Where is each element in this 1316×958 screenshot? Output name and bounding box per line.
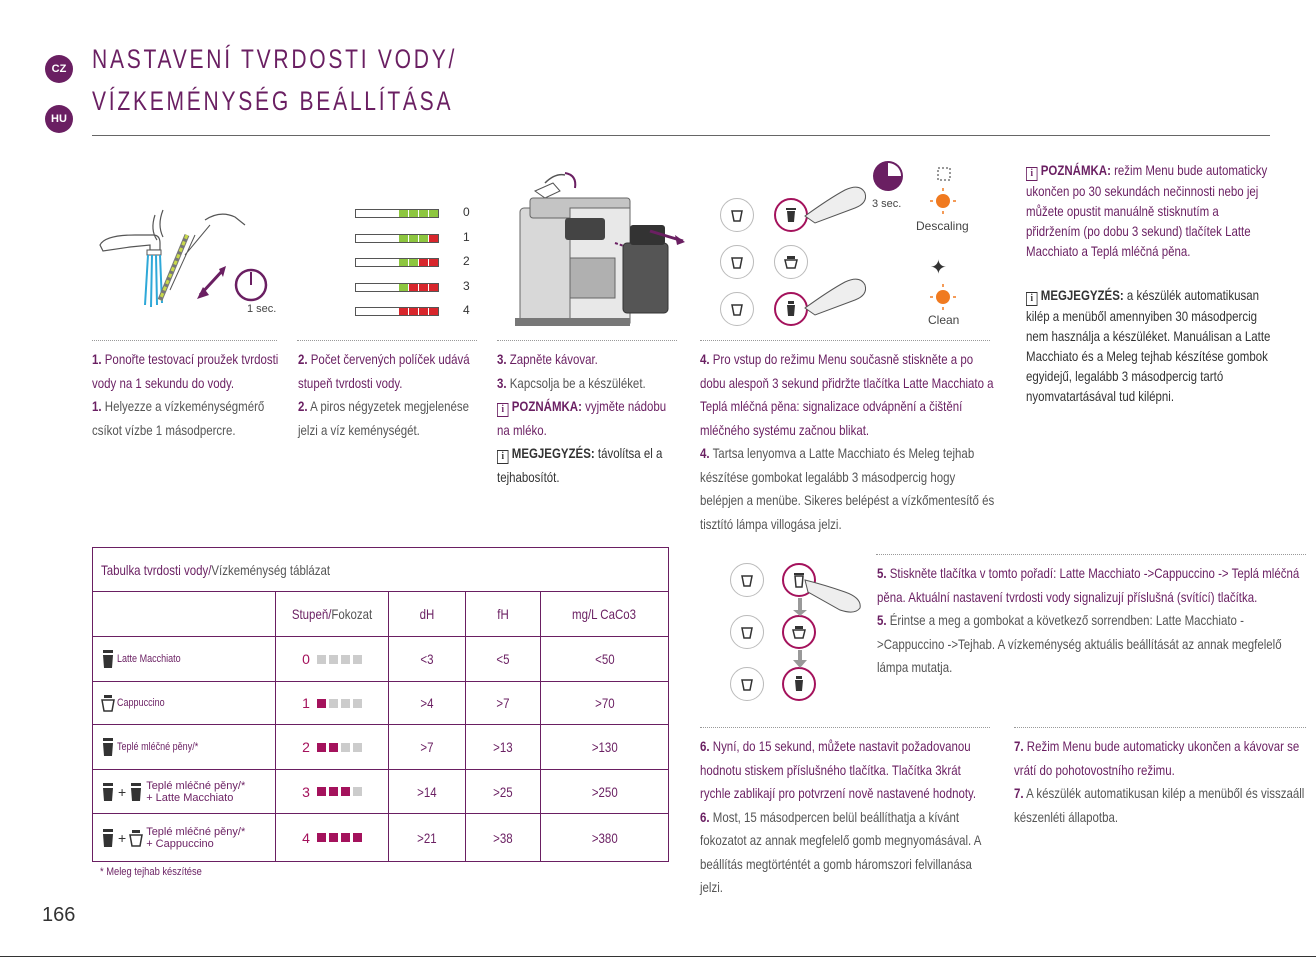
level-square <box>341 699 350 708</box>
dh-cell: >21 <box>389 814 466 861</box>
mgl-cell: >380 <box>591 829 618 846</box>
red-square <box>419 308 428 315</box>
step-3-text: 3. Zapněte kávovar. 3. Kapcsolja be a készüléket. i POZNÁMKA: vyjměte nádobu na mléko. i MEGJEGYZÉS: távolítsa el a tejhabosítót. <box>497 351 667 485</box>
level-square <box>329 833 338 842</box>
row-label-cell <box>93 770 276 813</box>
cup-icon <box>101 782 115 802</box>
dh-cell: >4 <box>389 682 466 724</box>
green-square <box>409 210 418 217</box>
scale-level-label: 1 <box>463 229 470 244</box>
separator <box>1014 727 1306 728</box>
green-square <box>399 259 408 266</box>
fh-cell: >7 <box>466 682 541 724</box>
strip-bar <box>355 307 439 316</box>
level-cell: 0 <box>276 637 389 681</box>
level-square <box>353 833 362 842</box>
scale-level-label: 2 <box>463 254 470 268</box>
level-square <box>353 655 362 664</box>
step-7-text: 7. Režim Menu bude automaticky ukončen a kávovar se vrátí do pohotovostního režimu. 7. A készülék automatikusan kilép a menüből és visszaáll készenléti állapotba. <box>1014 738 1305 825</box>
red-square <box>419 284 428 291</box>
cup-icon <box>129 828 143 848</box>
step-4-text: 4. Pro vstup do režimu Menu současně stiskněte a po dobu alespoň 3 sekund přidržte tlačítka Latte Macchiato a Teplá mléčná pěna: signalizace odvápnění a čištění mléčného systému začnou blikat. 4. Tartsa lenyomva a Latte Macchiato és Meleg tejhab készítése gombokat legalább 3 másodpercig hogy belépjen a menübe. Sikeres belépést a vízkőmentesítő és tisztító lámpa villogása jelzi. <box>700 351 995 532</box>
separator <box>297 340 477 341</box>
clean-lamp-icon <box>928 282 958 312</box>
row-label: Cappuccino <box>117 697 165 709</box>
pressing-hand-icon-2 <box>800 270 870 320</box>
level-cell: 3 <box>276 770 389 813</box>
level-square <box>341 655 350 664</box>
latte-macchiato-button[interactable] <box>720 198 754 232</box>
table-header-dh: dH <box>389 592 466 636</box>
cup-icon <box>129 782 143 802</box>
green-square <box>409 235 418 242</box>
table-row <box>93 814 668 861</box>
fh-cell: >38 <box>466 814 541 861</box>
scale-level-label: 3 <box>463 278 470 293</box>
green-square <box>399 235 408 242</box>
bottom-rule <box>0 956 1316 957</box>
mgl-cell: >70 <box>594 695 615 711</box>
pressing-hand-icon-3 <box>800 570 870 615</box>
descaling-symbol-icon <box>933 162 957 186</box>
scale-row <box>355 205 475 230</box>
level-square <box>317 833 326 842</box>
green-square <box>419 235 428 242</box>
plus-sign: + <box>118 829 127 846</box>
table-header-empty <box>93 592 276 636</box>
scale-level-label: 0 <box>463 205 470 219</box>
red-square <box>429 284 438 291</box>
level-square <box>317 655 326 664</box>
red-square <box>429 308 438 315</box>
strip-bar <box>355 283 439 292</box>
level-square <box>317 743 326 752</box>
latte-macchiato-button-3[interactable] <box>720 292 754 326</box>
level-square <box>341 787 350 796</box>
descaling-label: Descaling <box>916 219 969 233</box>
row-label: Teplé mléčné pěny/* <box>117 741 199 753</box>
header-rule <box>92 135 1270 136</box>
level-square <box>353 743 362 752</box>
separator <box>92 340 277 341</box>
step-5-text: 5. Stiskněte tlačítka v tomto pořadí: Latte Macchiato ->Cappuccino -> Teplá mléčná pěna. Aktuální nastavení tvrdosti vody signalizují příslušná (svítící) tlačítka. 5. Érintse a meg a gombokat a következő sorrendben: Latte Macchiato ->Cappuccino ->Tejhab. A vízkeménység aktuális beállítását az annak megfelelő lámpa mutatja. <box>877 565 1300 675</box>
level-square <box>329 743 338 752</box>
cup-icon <box>101 828 115 848</box>
lang-badge-hu: HU <box>45 105 73 133</box>
scale-row <box>355 303 475 328</box>
scale-level-label: 4 <box>463 303 470 317</box>
page-number: 166 <box>42 904 76 926</box>
row-label-cell <box>93 814 276 861</box>
table-row <box>93 770 668 814</box>
info-icon: i <box>497 450 508 464</box>
level-cell: 2 <box>276 725 389 769</box>
row-label-cell <box>93 725 276 769</box>
page-title-hu: VÍZKEMÉNYSÉG BEÁLLÍTÁSA <box>92 86 454 116</box>
red-square <box>409 308 418 315</box>
clean-symbol-icon: ✦ <box>930 257 947 279</box>
red-square <box>399 308 408 315</box>
dh-cell: >14 <box>389 770 466 813</box>
red-square <box>409 284 418 291</box>
info-icon: i <box>497 403 508 417</box>
separator <box>497 340 677 341</box>
level-square <box>329 655 338 664</box>
level-square <box>353 787 362 796</box>
red-square <box>419 259 428 266</box>
separator <box>700 340 990 341</box>
fh-cell: >13 <box>466 725 541 769</box>
cup-icon <box>101 737 115 757</box>
one-second-label: 1 sec. <box>247 303 277 315</box>
note-hu: i MEGJEGYZÉS: a készülék automatikusan kilép a menüből amennyiben 30 másodpercig nem használja a készüléket. Manuálisan a Latte Macchiato és a Meleg tejhab készítése gombok egyidejű, legalább 3 másodpercig tartó nyomvatartásával tud kilépni. <box>1026 287 1271 404</box>
scale-row <box>355 230 475 255</box>
row-label-cell <box>93 682 276 724</box>
cup-icon <box>101 693 115 713</box>
separator <box>876 554 1306 555</box>
table-title: Tabulka tvrdosti vody/Vízkeménység táblázat <box>101 561 331 578</box>
red-square <box>429 235 438 242</box>
coffee-machine-illustration <box>505 163 690 333</box>
level-square <box>341 833 350 842</box>
table-row <box>93 725 668 770</box>
timer-icon <box>870 158 906 194</box>
step-1-text: 1. Ponořte testovací proužek tvrdosti vody na 1 sekundu do vody. 1. Helyezze a vízkeménységmérő csíkot vízbe 1 másodpercre. <box>92 351 279 438</box>
mgl-cell: >250 <box>591 783 618 800</box>
level-square <box>341 743 350 752</box>
step-6-text: 6. Nyní, do 15 sekund, můžete nastavit požadovanou hodnotu stiskem příslušného tlačítka. Tlačítka 3krát rychle zablikají pro potvrzení nově nastavené hodnoty. 6. Most, 15 másodpercen belül beállíthatja a kívánt fokozatot az annak megfelelő gomb megnyomásával. A beállítás megtörténtét a gomb háromszori felvillanása jelzi. <box>700 738 981 895</box>
level-square <box>329 699 338 708</box>
separator <box>700 727 990 728</box>
latte-macchiato-button-4[interactable] <box>730 563 764 597</box>
latte-macchiato-button-6[interactable] <box>730 667 764 701</box>
lang-badge-cz: CZ <box>45 55 73 83</box>
strip-bar <box>355 234 439 243</box>
page-title-cz: NASTAVENÍ TVRDOSTI VODY/ <box>92 44 458 74</box>
pressing-hand-icon <box>800 178 870 228</box>
hardness-scale <box>355 205 475 328</box>
scale-row <box>355 279 475 304</box>
green-square <box>419 210 428 217</box>
fh-cell: <5 <box>466 637 541 681</box>
latte-macchiato-button-5[interactable] <box>730 615 764 649</box>
mgl-cell: >130 <box>591 739 618 755</box>
plus-sign: + <box>118 783 127 800</box>
red-square <box>429 259 438 266</box>
strip-bar <box>355 258 439 267</box>
row-label-cell <box>93 637 276 681</box>
dh-cell: >7 <box>389 725 466 769</box>
level-square <box>353 699 362 708</box>
table-row <box>93 637 668 682</box>
info-icon: i <box>1026 167 1037 181</box>
note-cz: i POZNÁMKA: režim Menu bude automaticky ukončen po 30 sekundách nečinnosti nebo jej můžete opustit manuálně stisknutím a přidržením (po dobu 3 sekund) tlačítek Latte Macchiato a Teplá mléčná pěna. <box>1026 162 1268 259</box>
step-2-text: 2. Počet červených políček udává stupeň tvrdosti vody. 2. A piros négyzetek megjelenése jelzi a víz keménységét. <box>298 351 470 438</box>
table-header-fh: fH <box>466 592 541 636</box>
table-row <box>93 682 668 725</box>
row-label: Teplé mléčné pěny/* + Latte Macchiato <box>146 779 246 804</box>
green-square <box>399 284 408 291</box>
water-hardness-table <box>92 547 669 862</box>
green-square <box>429 210 438 217</box>
strip-bar <box>355 209 439 218</box>
level-square <box>317 787 326 796</box>
level-cell: 1 <box>276 682 389 724</box>
cup-icon <box>101 649 115 669</box>
mgl-cell: <50 <box>594 651 615 667</box>
green-square <box>409 259 418 266</box>
info-icon: i <box>1026 292 1037 306</box>
green-square <box>399 210 408 217</box>
scale-row <box>355 254 475 279</box>
table-header-level: Stupeň/Fokozat <box>276 592 389 636</box>
row-label: Teplé mléčné pěny/* + Cappuccino <box>146 825 246 850</box>
level-cell: 4 <box>276 814 389 861</box>
level-square <box>317 699 326 708</box>
latte-macchiato-button-2[interactable] <box>720 245 754 279</box>
table-header-mgl: mg/L CaCo3 <box>572 606 637 622</box>
table-footnote: * Meleg tejhab készítése <box>100 866 202 878</box>
descaling-lamp-icon <box>928 186 958 216</box>
clean-label: Clean <box>928 313 960 327</box>
row-label: Latte Macchiato <box>117 653 181 665</box>
three-second-label: 3 sec. <box>872 198 902 210</box>
dh-cell: <3 <box>389 637 466 681</box>
level-square <box>329 787 338 796</box>
fh-cell: >25 <box>466 770 541 813</box>
